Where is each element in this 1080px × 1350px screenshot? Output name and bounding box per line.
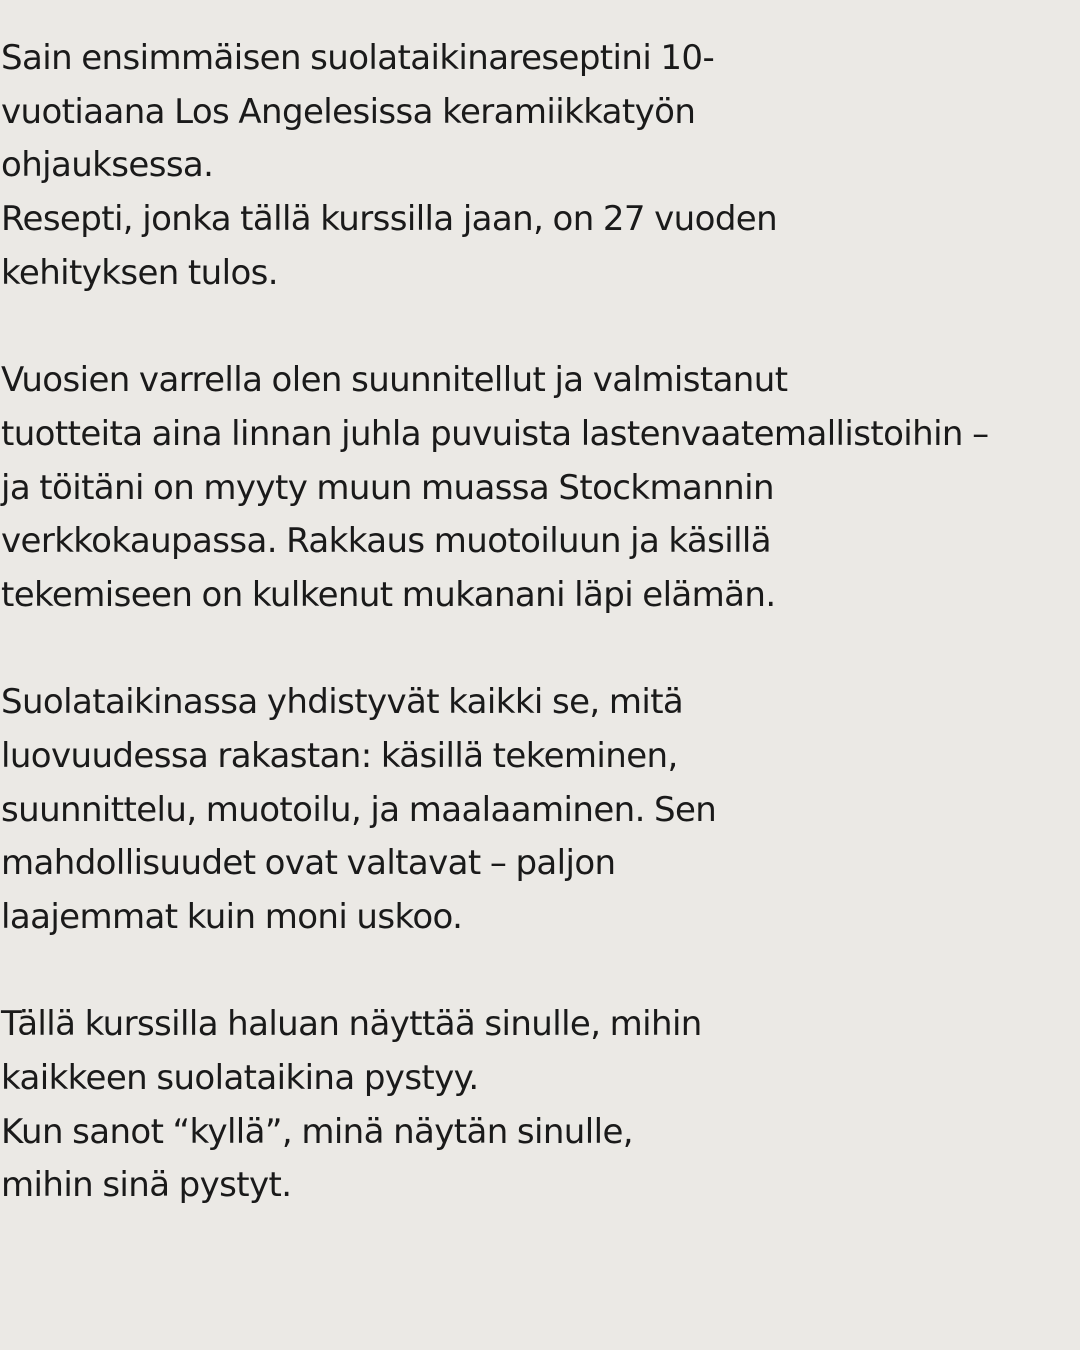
paragraph-salt-dough	[1, 676, 1079, 944]
text-line: Suolataikinassa yhdistyvät kaikki se, mitä	[1, 682, 684, 723]
text-line: suunnittelu, muotoilu, ja maalaaminen. Sen	[1, 789, 717, 830]
text-line: Tällä kurssilla haluan näyttää sinulle, mihin	[1, 1004, 702, 1045]
text-line: ja töitäni on myyty muun muassa Stockmannin	[1, 467, 774, 508]
paragraph-design-career	[1, 354, 1079, 622]
text-line: kehityksen tulos.	[1, 252, 278, 293]
text-line: vuotiaana Los Angelesissa keramiikkatyön	[1, 91, 696, 132]
text-line: tekemiseen on kulkenut mukanani läpi elämän.	[1, 574, 776, 615]
text-line: kaikkeen suolataikina pystyy.	[1, 1058, 479, 1099]
text-line: Resepti, jonka tällä kurssilla jaan, on 27 vuoden	[1, 199, 778, 240]
text-line: laajemmat kuin moni uskoo.	[1, 897, 463, 937]
text-line: Kun sanot “kyllä”, minä näytän sinulle,	[1, 1111, 633, 1152]
text-block	[1, 32, 1079, 1267]
text-line: luovuudessa rakastan: käsillä tekeminen,	[1, 735, 678, 776]
paragraph-first-recipe	[1, 32, 1079, 300]
text-line: Sain ensimmäisen suolataikinareseptini 10-	[1, 38, 715, 78]
text-line: Vuosien varrella olen suunnitellut ja valmistanut	[1, 360, 788, 401]
text-line: mihin sinä pystyt.	[1, 1165, 292, 1206]
paragraph-course-promise	[1, 998, 1079, 1213]
text-line: mahdollisuudet ovat valtavat – paljon	[1, 843, 616, 884]
text-line: verkkokaupassa. Rakkaus muotoiluun ja käsillä	[1, 521, 772, 562]
text-line: ohjauksessa.	[1, 145, 214, 186]
text-line: tuotteita aina linnan juhla puvuista lastenvaatemallistoihin –	[1, 413, 989, 454]
